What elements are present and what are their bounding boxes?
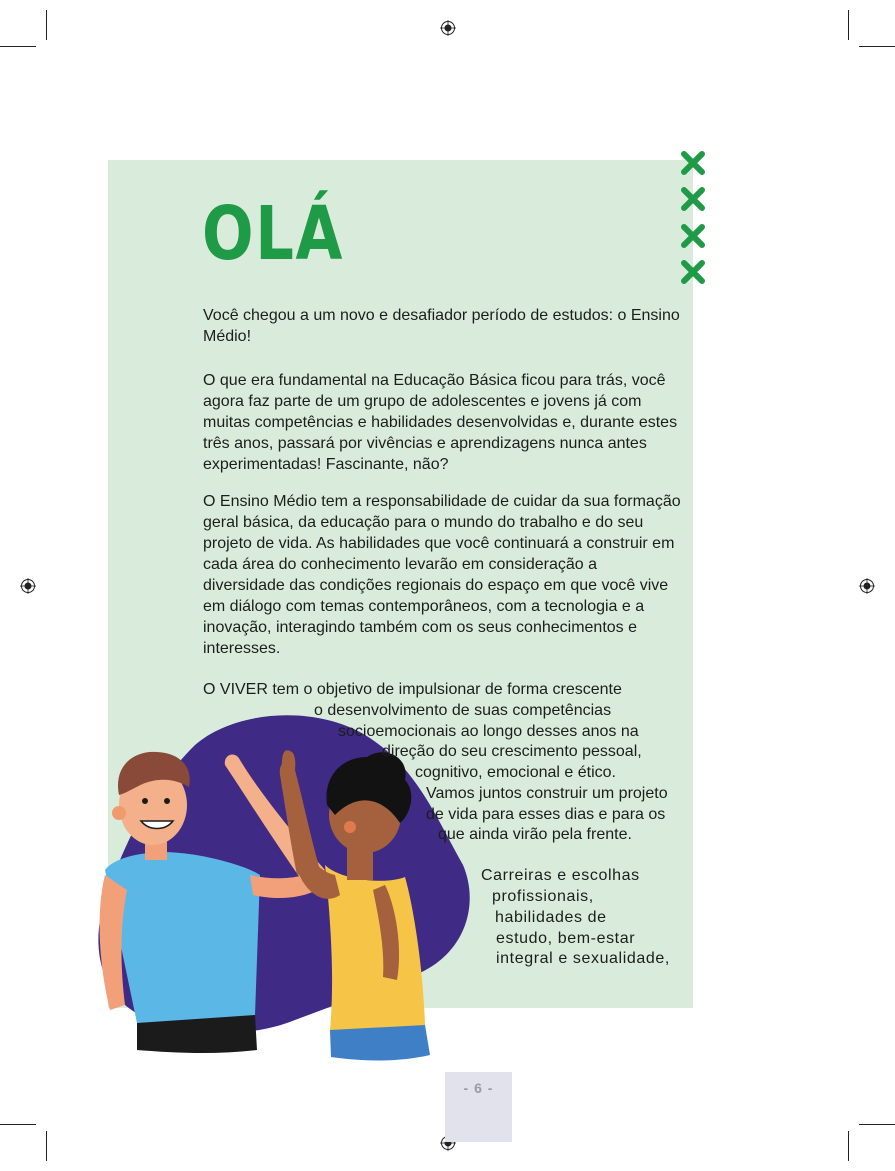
page-title: OLÁ: [202, 191, 345, 277]
page-number: - 6 -: [463, 1080, 494, 1096]
viver-line: cognitivo, emocional e ético.: [415, 764, 616, 781]
page-number-box: [445, 1072, 512, 1142]
viver-line: socioemocionais ao longo desses anos na: [338, 723, 639, 740]
registration-target-icon: [440, 20, 456, 36]
basic-education-paragraph: O que era fundamental na Educação Básica ficou para trás, você agora faz parte de um grupo de adolescentes e jovens já com muitas competências e habilidades desenvolvidas e, durante estes três anos, passará por vivências e aprendizagens nunca antes experimentadas! Fascinante, não?: [203, 372, 678, 473]
viver-line: que ainda virão pela frente.: [438, 826, 632, 843]
viver-line: de vida para esses dias e para os: [426, 806, 666, 823]
careers-line: profissionais,: [492, 888, 594, 905]
intro-paragraph: Você chegou a um novo e desafiador período de estudos: o Ensino Médio!: [203, 307, 680, 345]
careers-line: estudo, bem-estar: [496, 930, 636, 947]
viver-line: O VIVER tem o objetivo de impulsionar de forma crescente: [203, 681, 622, 698]
careers-line: habilidades de: [495, 909, 607, 926]
viver-line: Vamos juntos construir um projeto: [426, 785, 668, 802]
cross-mark-icon: [680, 150, 706, 176]
viver-line: direção do seu crescimento pessoal,: [382, 743, 642, 760]
careers-line: integral e sexualidade,: [496, 950, 670, 967]
careers-line: Carreiras e escolhas: [481, 867, 640, 884]
cross-mark-icon: [680, 259, 706, 285]
viver-line: o desenvolvimento de suas competências: [314, 702, 612, 719]
high-school-paragraph: O Ensino Médio tem a responsabilidade de cuidar da sua formação geral básica, da educação para o mundo do trabalho e do seu projeto de vida. As habilidades que você continuará a construir em cada área do conhecimento levarão em consideração a diversidade das condições regionais do espaço em que você vive em diálogo com temas contemporâneos, com a tecnologia e a inovação, interagindo também com os seus conhecimentos e interesses.: [203, 493, 681, 657]
registration-target-icon: [859, 578, 875, 594]
registration-target-icon: [20, 578, 36, 594]
cross-mark-icon: [680, 186, 706, 212]
cross-mark-icon: [680, 223, 706, 249]
cross-marks: [680, 150, 706, 285]
